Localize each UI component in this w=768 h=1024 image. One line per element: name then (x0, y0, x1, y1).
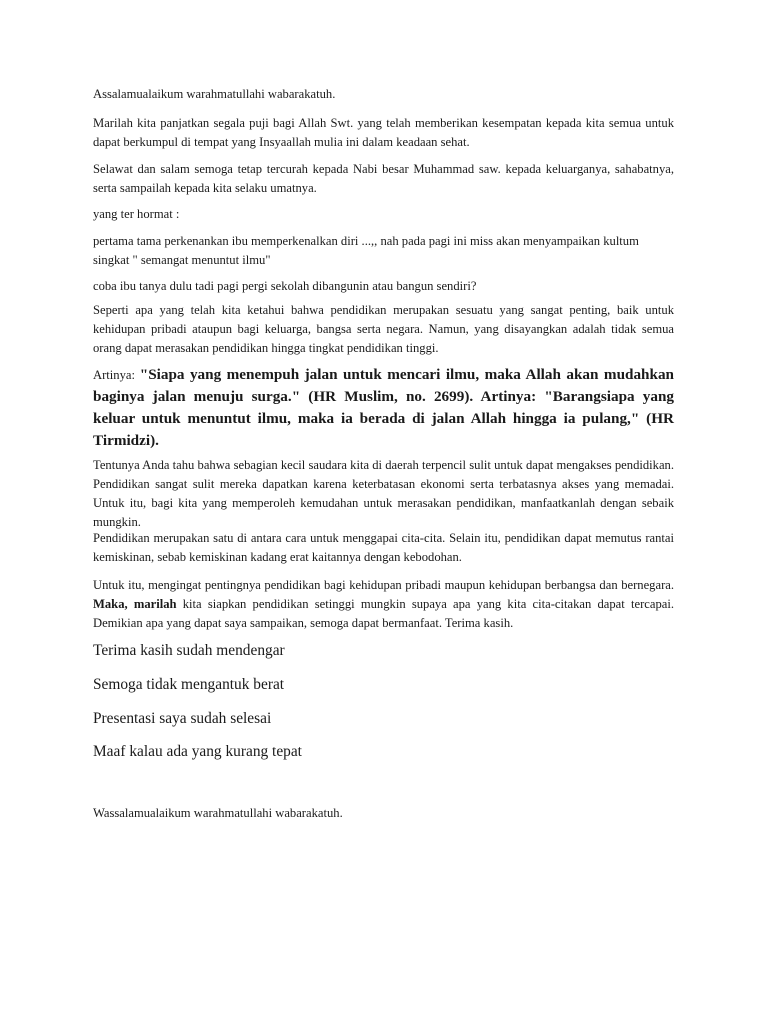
closing-line-2: Semoga tidak mengantuk berat (93, 676, 285, 693)
remote-areas-paragraph: Tentunya Anda tahu bahwa sebagian kecil saudara kita di daerah terpencil sulit untuk dapat mengakses pendidikan. Pendidikan sangat sulit mereka dapatkan karena keterbatasan ekonomi serta terbatasnya akses yang memadai. Untuk itu, bagi kita yang memperoleh kemudahan untuk merasakan pendidikan, manfaatkanlah dengan sebaik mungkin. (93, 458, 674, 529)
quote-lead: Artinya: (93, 368, 140, 382)
intro-paragraph: pertama tama perkenankan ibu memperkenalkan diri ...,, nah pada pagi ini miss akan menyampaikan kultum singkat " semangat menuntut ilmu" (93, 234, 639, 267)
closing-paragraph (93, 576, 674, 633)
salawat-paragraph: Selawat dan salam semoga tetap tercurah kepada Nabi besar Muhammad saw. kepada keluarganya, sahabatnya, serta sampailah kepada kita selaku umatnya. (93, 162, 674, 195)
address-line: yang ter hormat : (93, 207, 180, 221)
greeting-line: Assalamualaikum warahmatullahi wabarakatuh. (93, 87, 336, 101)
closing-line-3: Presentasi saya sudah selesai (93, 710, 272, 727)
closing-text-b: kita siapkan pendidikan setinggi mungkin supaya apa yang kita cita-citakan dapat tercapai. Demikian apa yang dapat saya sampaikan, semoga dapat bermanfaat. Terima kasih. (93, 597, 674, 630)
hadith-quote (93, 364, 674, 452)
closing-line-1: Terima kasih sudah mendengar (93, 642, 285, 659)
closing-emphasis: Maka, marilah (93, 597, 177, 611)
quote-text: "Siapa yang menempuh jalan untuk mencari ilmu, maka Allah akan mudahkan baginya jalan menuju surga." (HR Muslim, no. 2699). Artinya: "Barangsiapa yang keluar untuk menuntut ilmu, maka ia berada di jalan Allah hingga ia pulang," (HR Tirmidzi). (93, 366, 674, 449)
poverty-paragraph: Pendidikan merupakan satu di antara cara untuk menggapai cita-cita. Selain itu, pendidikan dapat memutus rantai kemiskinan, sebab kemiskinan kadang erat kaitannya dengan kebodohan. (93, 531, 674, 564)
farewell-line: Wassalamualaikum warahmatullahi wabarakatuh. (93, 806, 343, 820)
question-line: coba ibu tanya dulu tadi pagi pergi sekolah dibangunin atau bangun sendiri? (93, 279, 477, 293)
closing-text-a: Untuk itu, mengingat pentingnya pendidikan bagi kehidupan pribadi maupun kehidupan berbangsa dan bernegara. (93, 578, 674, 592)
closing-line-4: Maaf kalau ada yang kurang tepat (93, 743, 302, 760)
opening-paragraph: Marilah kita panjatkan segala puji bagi Allah Swt. yang telah memberikan kesempatan kepada kita semua untuk dapat berkumpul di tempat yang Insyaallah mulia ini dalam keadaan sehat. (93, 116, 674, 149)
importance-paragraph: Seperti apa yang telah kita ketahui bahwa pendidikan merupakan sesuatu yang sangat penting, baik untuk kehidupan pribadi ataupun bagi keluarga, bangsa serta negara. Namun, yang disayangkan adalah tidak semua orang dapat merasakan pendidikan hingga tingkat pendidikan tinggi. (93, 303, 674, 355)
